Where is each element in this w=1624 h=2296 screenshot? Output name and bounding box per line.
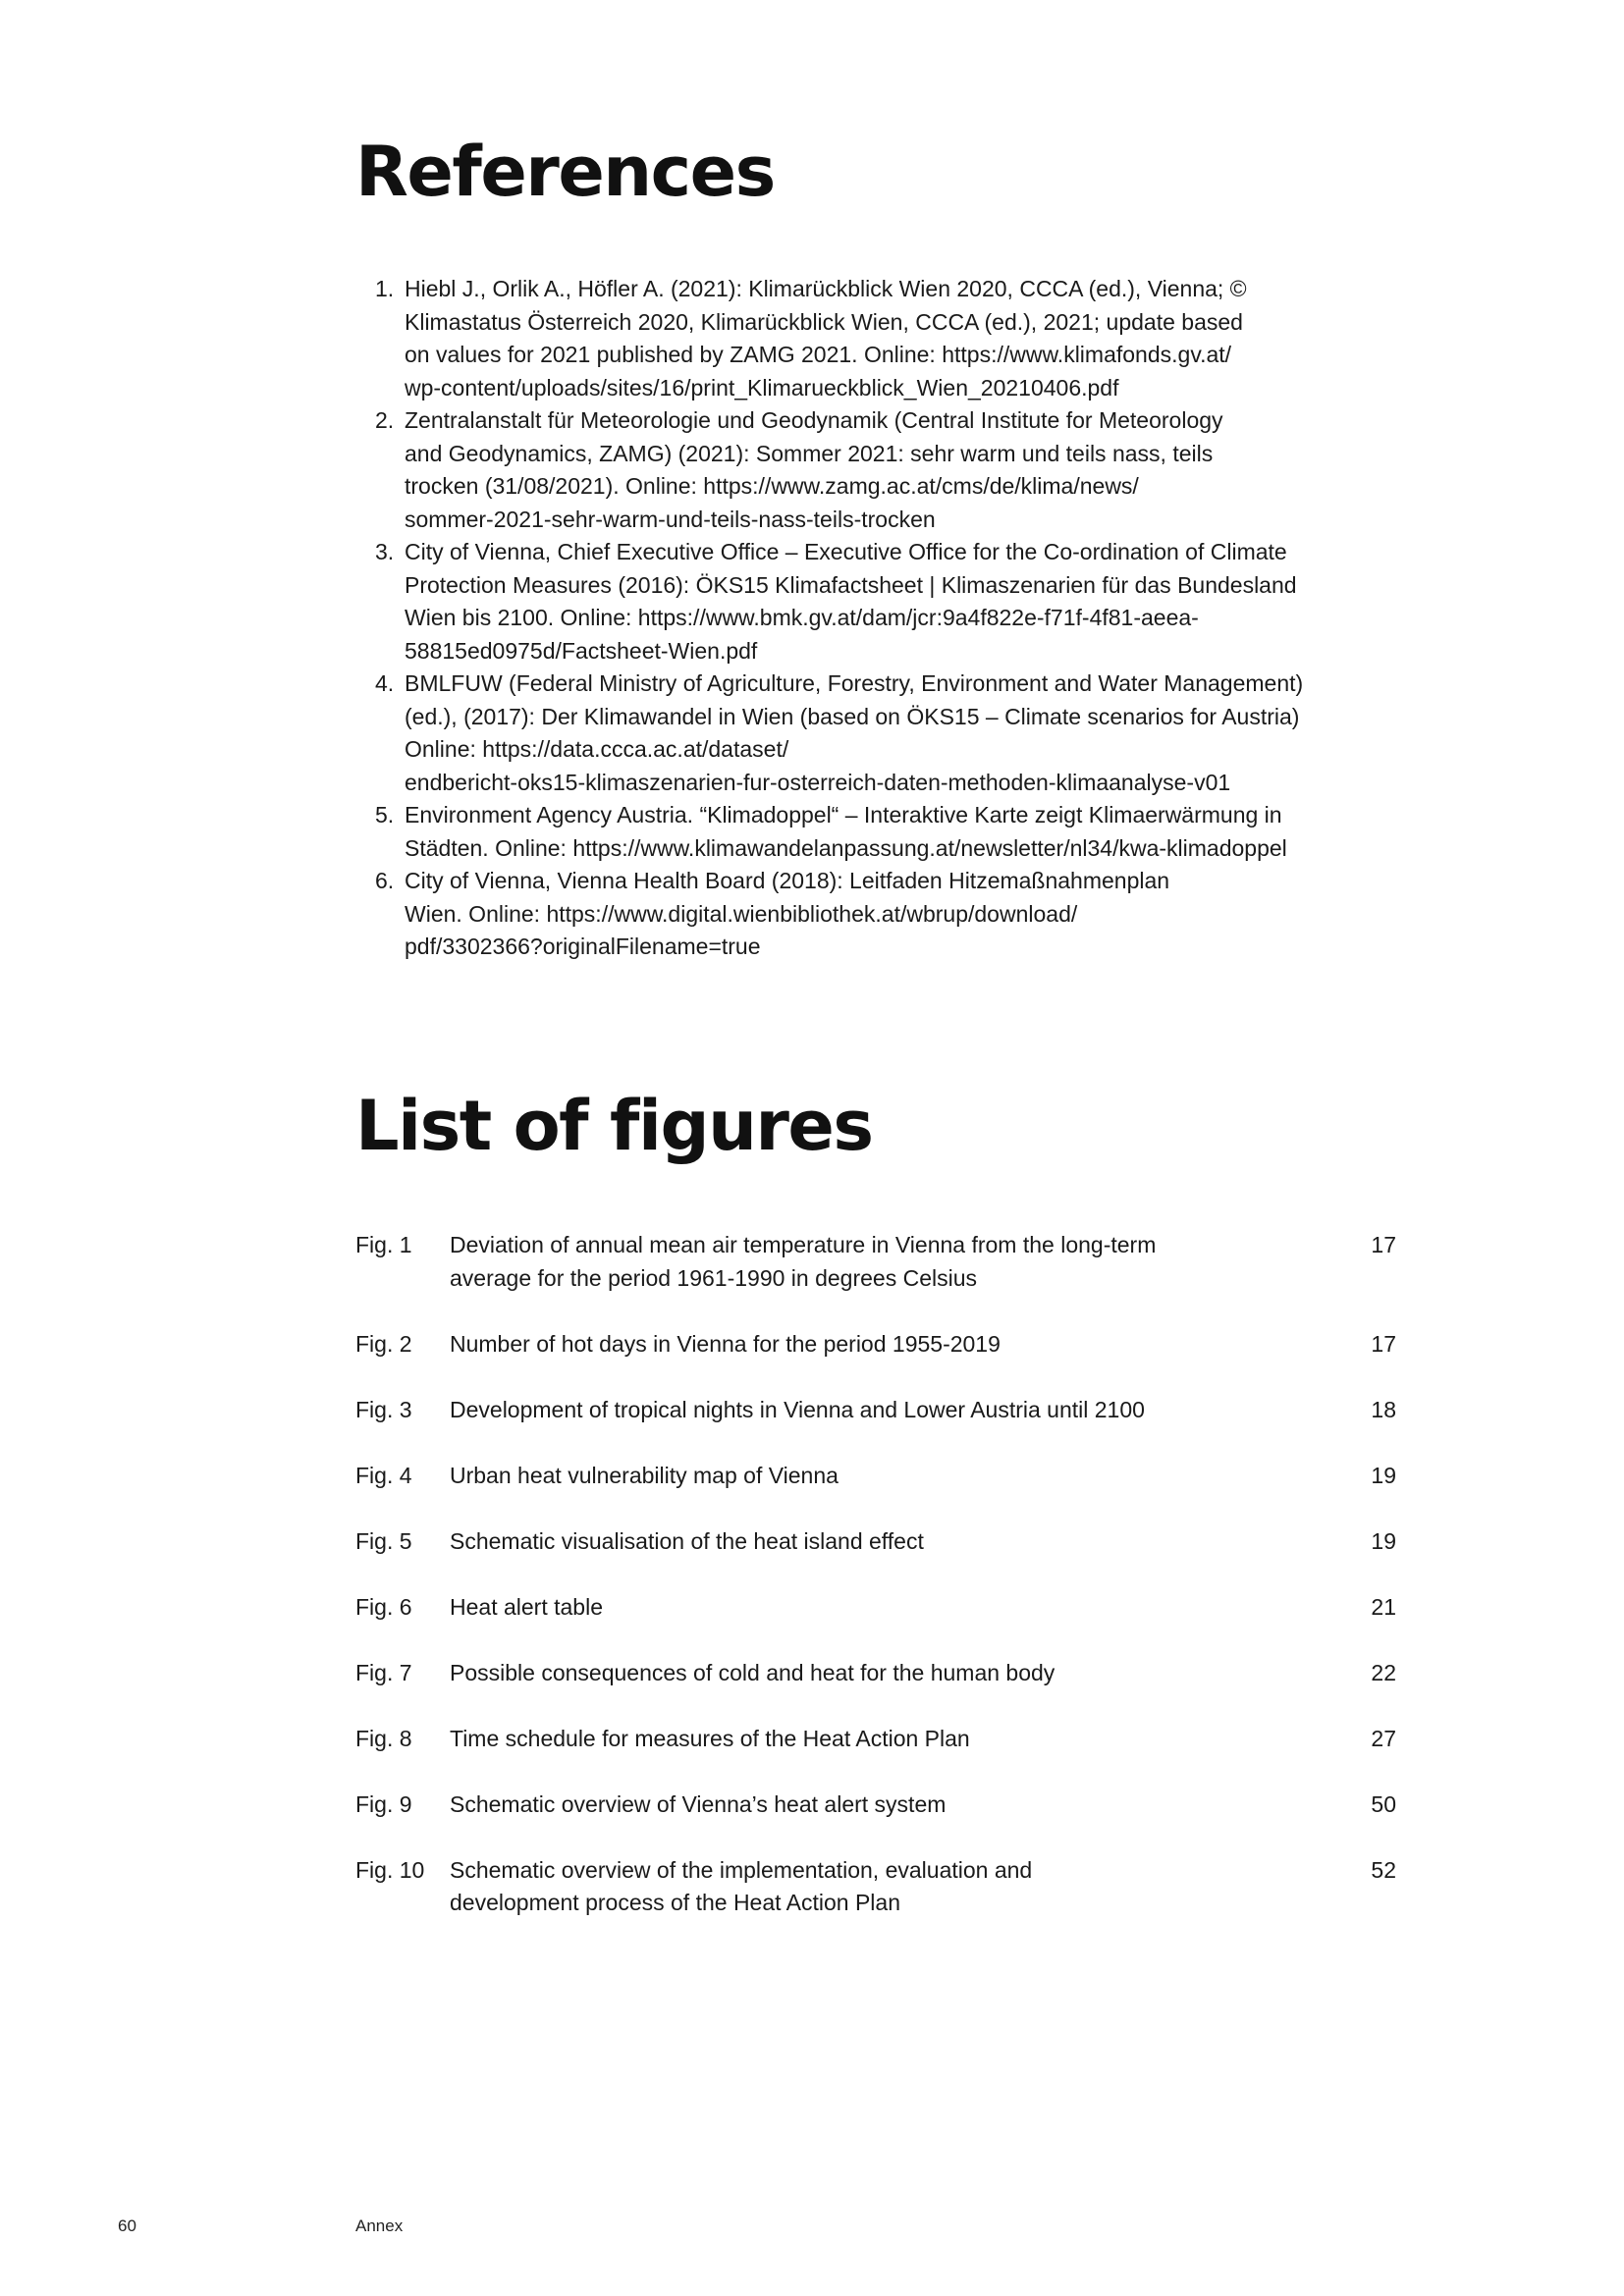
figure-label: Fig. 7	[355, 1659, 412, 1685]
figure-caption: Development of tropical nights in Vienna and Lower Austria until 2100	[450, 1396, 1145, 1422]
figure-label: Fig. 1	[355, 1232, 412, 1257]
figure-caption: Schematic visualisation of the heat island effect	[450, 1527, 924, 1554]
reference-number: 4.	[375, 670, 395, 696]
references-list	[355, 273, 1396, 964]
figure-label: Fig. 3	[355, 1396, 412, 1422]
figure-caption: Number of hot days in Vienna for the period 1955-2019	[450, 1330, 1001, 1357]
reference-item	[355, 667, 1396, 799]
figure-label: Fig. 4	[355, 1462, 412, 1488]
figure-caption: Possible consequences of cold and heat for the human body	[450, 1659, 1056, 1685]
reference-item	[355, 865, 1396, 964]
figure-entry	[355, 1525, 1396, 1559]
figure-page-number: 18	[1371, 1396, 1396, 1422]
reference-number: 6.	[375, 868, 395, 893]
figures-list	[355, 1229, 1396, 1952]
references-heading: References	[355, 132, 775, 212]
reference-item	[355, 536, 1396, 667]
reference-text: Environment Agency Austria. “Klimadoppel“ – Interaktive Karte zeigt Klimaerwärmung in Städten. Online: https://www.klimawandelanpassung.at/newsletter/nl34/kwa-klimadoppel	[405, 802, 1287, 861]
figure-entry	[355, 1789, 1396, 1822]
reference-item	[355, 404, 1396, 536]
figure-label: Fig. 8	[355, 1725, 412, 1751]
reference-text: Hiebl J., Orlik A., Höfler A. (2021): Klimarückblick Wien 2020, CCCA (ed.), Vienna; © Klimastatus Österreich 2020, Klimarückblick Wien, CCCA (ed.), 2021; update based on values for 2021 published by ZAMG 2021. Online: https://www.klimafonds.gv.at/ wp-content/uploads/sites/16/print_Klimarueckblick_Wien_20210406.pdf	[405, 276, 1247, 400]
reference-text: Zentralanstalt für Meteorologie und Geodynamik (Central Institute for Meteorology and Geodynamics, ZAMG) (2021): Sommer 2021: sehr warm und teils nass, teils trocken (31/08/2021). Online: https://www.zamg.ac.at/cms/de/klima/news/ sommer-2021-sehr-warm-und-teils-nass-teils-trocken	[405, 407, 1223, 532]
reference-text: BMLFUW (Federal Ministry of Agriculture, Forestry, Environment and Water Management) (ed.), (2017): Der Klimawandel in Wien (based on ÖKS15 – Climate scenarios for Austria) Online: https://data.ccca.ac.at/dataset/ endbericht-oks15-klimaszenarien-fur-osterreich-daten-methoden-klimaanalyse-v01	[405, 670, 1304, 795]
reference-item	[355, 273, 1396, 404]
figure-entry	[355, 1591, 1396, 1625]
reference-number: 5.	[375, 802, 395, 828]
reference-item	[355, 799, 1396, 865]
figure-entry	[355, 1229, 1396, 1295]
figure-label: Fig. 6	[355, 1593, 412, 1620]
figure-label: Fig. 10	[355, 1856, 425, 1883]
reference-number: 1.	[375, 276, 395, 301]
figure-caption: Time schedule for measures of the Heat Action Plan	[450, 1725, 970, 1751]
figure-label: Fig. 5	[355, 1527, 412, 1554]
figure-page-number: 50	[1371, 1790, 1396, 1817]
reference-number: 3.	[375, 539, 395, 564]
figure-page-number: 19	[1371, 1462, 1396, 1488]
footer-page-number: 60	[118, 2216, 136, 2235]
reference-text: City of Vienna, Vienna Health Board (2018): Leitfaden Hitzemaßnahmenplan Wien. Online: https://www.digital.wienbibliothek.at/wbrup/download/ pdf/3302366?originalFilename=true	[405, 868, 1170, 959]
reference-text: City of Vienna, Chief Executive Office – Executive Office for the Co-ordination of Climate Protection Measures (2016): ÖKS15 Klimafactsheet | Klimaszenarien für das Bundesland Wien bis 2100. Online: https://www.bmk.gv.at/dam/jcr:9a4f822e-f71f-4f81-aeea- 58815ed0975d/Factsheet-Wien.pdf	[405, 539, 1297, 664]
figure-page-number: 52	[1371, 1856, 1396, 1883]
figure-entry	[355, 1328, 1396, 1362]
figure-entry	[355, 1460, 1396, 1493]
figure-entry	[355, 1657, 1396, 1690]
figure-caption: Schematic overview of the implementation, evaluation and development process of the Heat Action Plan	[450, 1856, 1033, 1915]
figure-entry	[355, 1394, 1396, 1427]
figure-page-number: 19	[1371, 1527, 1396, 1554]
figure-page-number: 21	[1371, 1593, 1396, 1620]
figure-page-number: 17	[1371, 1330, 1396, 1357]
list-of-figures-heading: List of figures	[355, 1086, 873, 1166]
figure-caption: Deviation of annual mean air temperature in Vienna from the long-term average for the period 1961-1990 in degrees Celsius	[450, 1232, 1157, 1291]
figure-page-number: 17	[1371, 1232, 1396, 1257]
figure-page-number: 27	[1371, 1725, 1396, 1751]
reference-number: 2.	[375, 407, 395, 433]
figure-caption: Urban heat vulnerability map of Vienna	[450, 1462, 839, 1488]
figure-label: Fig. 9	[355, 1790, 412, 1817]
figure-label: Fig. 2	[355, 1330, 412, 1357]
figure-entry	[355, 1723, 1396, 1756]
figure-caption: Schematic overview of Vienna’s heat alert system	[450, 1790, 947, 1817]
figure-page-number: 22	[1371, 1659, 1396, 1685]
figure-entry	[355, 1854, 1396, 1920]
figure-caption: Heat alert table	[450, 1593, 603, 1620]
footer-section-name: Annex	[355, 2216, 404, 2235]
